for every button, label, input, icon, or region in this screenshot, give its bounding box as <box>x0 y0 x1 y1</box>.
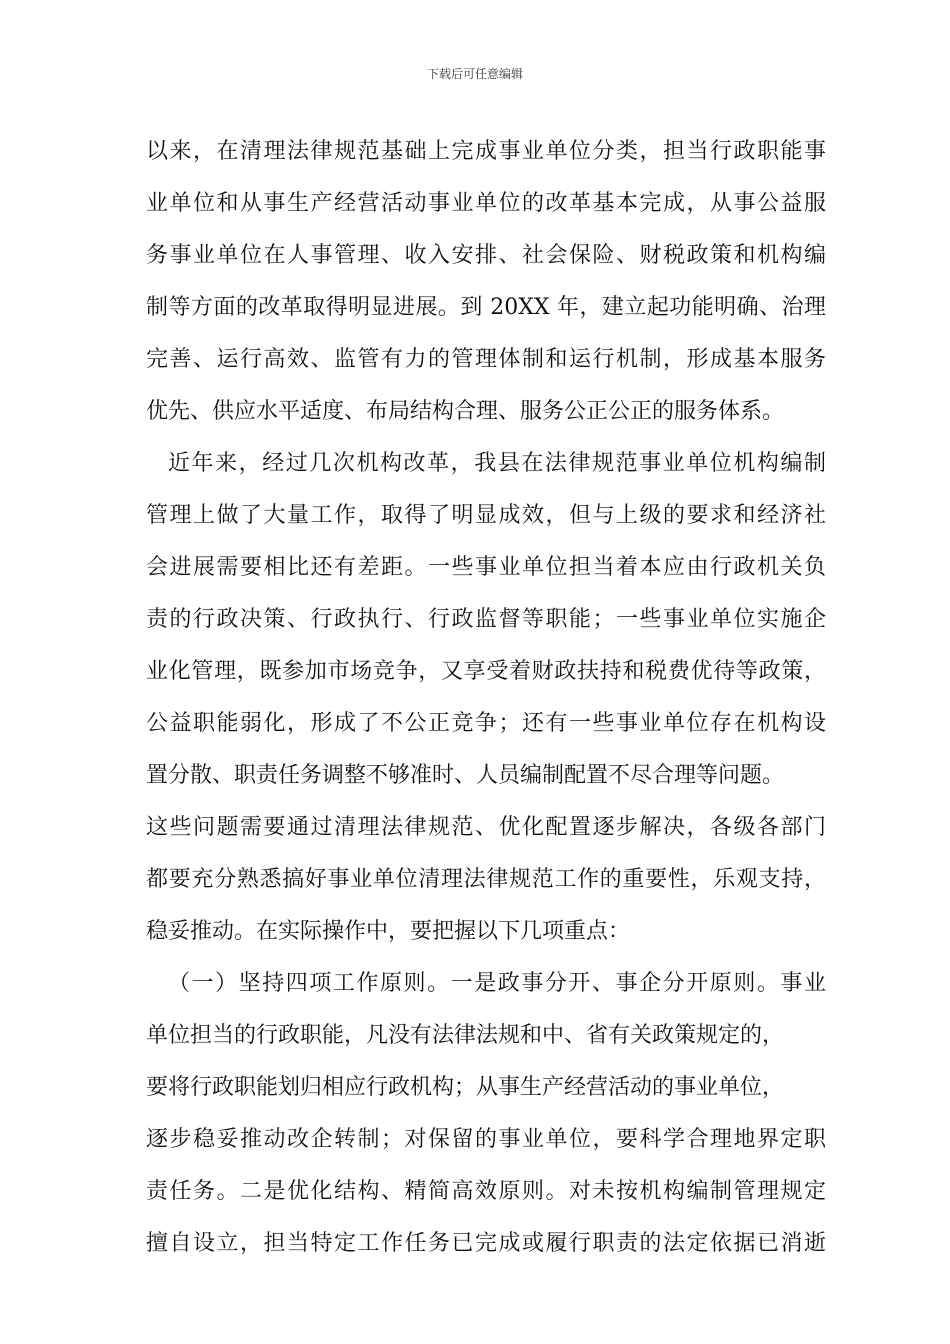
document-body <box>146 126 826 1270</box>
text-line: 都要充分熟悉搞好事业单位清理法律规范工作的重要性，乐观支持， <box>146 867 826 892</box>
text-line: 这些问题需要通过清理法律规范、优化配置逐步解决，各级各部门 <box>146 815 826 840</box>
page-header: 下载后可任意编辑 <box>426 67 523 81</box>
paragraph <box>146 958 826 1270</box>
paragraph <box>146 126 826 438</box>
text-line: 要将行政职能划归相应行政机构；从事生产经营活动的事业单位， <box>146 1075 785 1100</box>
text-line: 单位担当的行政职能，凡没有法律法规和中、省有关政策规定的， <box>146 1023 785 1048</box>
text-line: 制等方面的改革取得明显进展。到 20XX 年，建立起功能明确、治理 <box>146 295 826 320</box>
text-line: 务事业单位在人事管理、收入安排、社会保险、财税政策和机构编 <box>146 243 826 268</box>
text-line: 以来，在清理法律规范基础上完成事业单位分类，担当行政职能事 <box>146 139 826 164</box>
text-line: 优先、供应水平适度、布局结构合理、服务公正公正的服务体系。 <box>146 399 785 424</box>
text-line: 置分散、职责任务调整不够准时、人员编制配置不尽合理等问题。 <box>146 763 785 788</box>
text-line: 责任务。二是优化结构、精简高效原则。对未按机构编制管理规定 <box>146 1179 826 1204</box>
text-line: 公益职能弱化，形成了不公正竞争；还有一些事业单位存在机构设 <box>146 711 826 736</box>
paragraph <box>146 438 826 958</box>
text-line: 稳妥推动。在实际操作中，要把握以下几项重点： <box>146 919 631 944</box>
text-line: 业单位和从事生产经营活动事业单位的改革基本完成，从事公益服 <box>146 191 826 216</box>
text-line: 逐步稳妥推动改企转制；对保留的事业单位，要科学合理地界定职 <box>146 1127 826 1152</box>
text-line: 近年来，经过几次机构改革，我县在法律规范事业单位机构编制 <box>168 451 826 476</box>
text-line: 完善、运行高效、监管有力的管理体制和运行机制，形成基本服务 <box>146 347 826 372</box>
text-line: （一）坚持四项工作原则。一是政事分开、事企分开原则。事业 <box>168 971 826 996</box>
text-line: 会进展需要相比还有差距。一些事业单位担当着本应由行政机关负 <box>146 555 826 580</box>
text-line: 擅自设立，担当特定工作任务已完成或履行职责的法定依据已消逝 <box>146 1231 826 1256</box>
text-line: 业化管理，既参加市场竞争，又享受着财政扶持和税费优待等政策， <box>146 659 826 684</box>
text-line: 管理上做了大量工作，取得了明显成效，但与上级的要求和经济社 <box>146 503 826 528</box>
text-line: 责的行政决策、行政执行、行政监督等职能；一些事业单位实施企 <box>146 607 826 632</box>
